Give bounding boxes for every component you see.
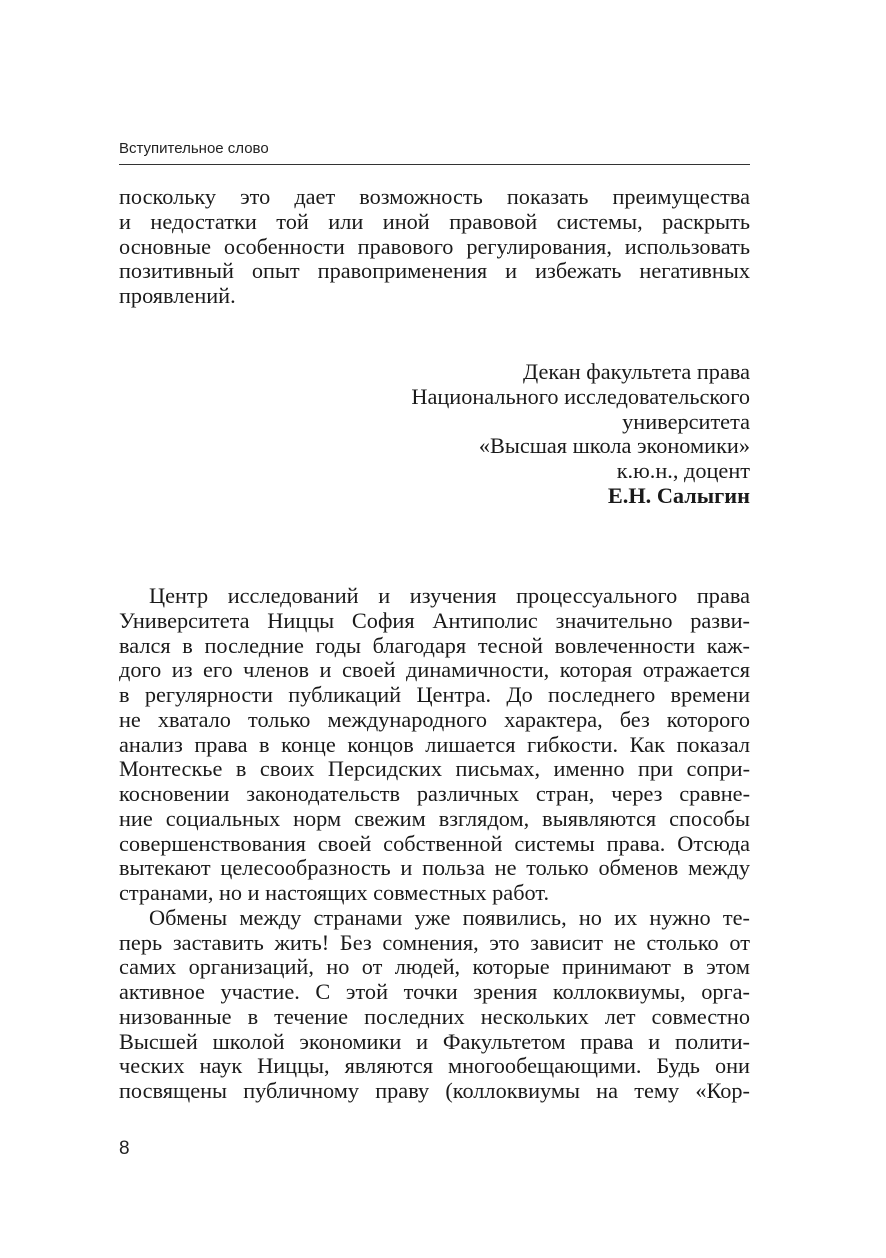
text-line: Университета Ниццы София Антиполис значительно разви-: [119, 607, 750, 633]
text-line: вытекают целесообразность и польза не только обменов между: [119, 855, 750, 881]
text-line: Высшей школой экономики и Факультетом права и полити-: [119, 1028, 750, 1054]
text-line: позитивный опыт правоприменения и избежать негативных: [119, 258, 750, 284]
signature-position-line: Декан факультета права: [523, 359, 750, 384]
text-line: самих организаций, но от людей, которые принимают в этом: [119, 954, 750, 980]
text-line: ческих наук Ниццы, являются многообещающими. Будь они: [119, 1053, 750, 1079]
text-line: странами, но и настоящих совместных работ.: [119, 880, 550, 905]
text-line: проявлений.: [119, 283, 236, 308]
header-rule: [119, 164, 750, 165]
signature-position-line: университета: [622, 408, 750, 434]
signature-position-line: «Высшая школа экономики»: [478, 433, 750, 459]
text-line: в регулярности публикаций Центра. До последнего времени: [119, 682, 750, 707]
signature-block: [411, 360, 750, 509]
text-line: совершенствования своей собственной системы права. Отсюда: [119, 830, 750, 856]
text-line: вался в последние годы благодаря тесной вовлеченности каж-: [119, 632, 750, 658]
text-line: перь заставить жить! Без сомнения, это зависит не столько от: [119, 929, 750, 955]
text-line: Центр исследований и изучения процессуального права: [149, 583, 750, 608]
text-line: низованные в течение последних нескольких лет совместно: [119, 1003, 750, 1029]
text-line: поскольку это дает возможность показать преимущества: [119, 184, 750, 209]
text-line: Обмены между странами уже появились, но их нужно те-: [149, 904, 750, 930]
text-line: активное участие. С этой точки зрения коллоквиумы, орга-: [119, 979, 750, 1004]
running-head: Вступительное слово: [119, 140, 269, 157]
text-line: не хватало только международного характера, без которого: [119, 706, 750, 732]
text-line: ние социальных норм свежим взглядом, выявляются способы: [119, 805, 750, 831]
signature-name: Е.Н. Салыгин: [607, 482, 750, 508]
text-line: и недостатки той или иной правовой системы, раскрыть: [119, 208, 750, 234]
text-line: посвящены публичному праву (коллоквиумы на тему «Кор-: [119, 1078, 750, 1103]
text-line: дого из его членов и своей динамичности, которая отражается: [119, 657, 750, 683]
text-line: косновении законодательств различных стран, через сравне-: [119, 781, 750, 806]
signature-position-line: Национального исследовательского: [411, 383, 750, 409]
main-text: [119, 584, 750, 1104]
page-number: 8: [119, 1138, 130, 1159]
text-line: анализ права в конце концов лишается гибкости. Как показал: [119, 731, 750, 757]
text-line: Монтескье в своих Персидских письмах, именно при сопри-: [119, 756, 750, 782]
intro-paragraph: [119, 185, 750, 309]
signature-degree: к.ю.н., доцент: [616, 458, 750, 484]
text-line: основные особенности правового регулирования, использовать: [119, 233, 750, 259]
